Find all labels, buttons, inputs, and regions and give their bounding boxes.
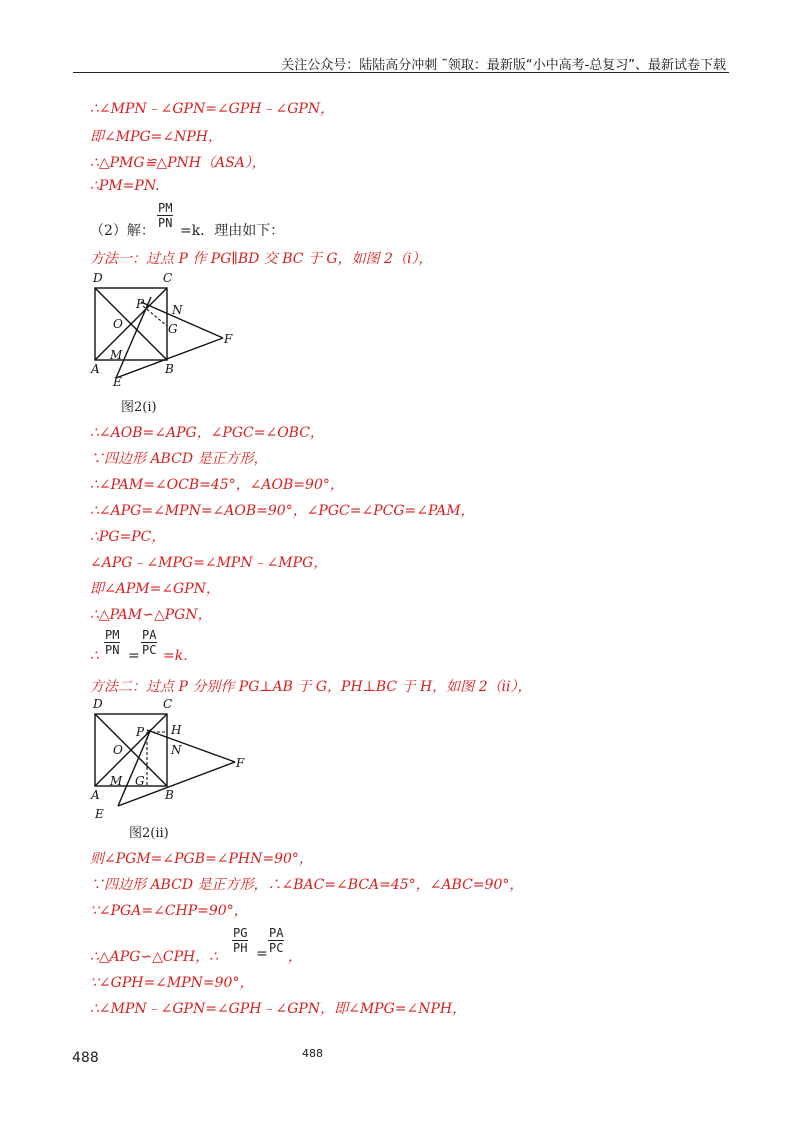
label-b: B (165, 362, 174, 376)
fraction-denominator: PC (142, 643, 157, 657)
text-line: ∴△APG∽△CPH，∴ (90, 949, 219, 965)
fraction-denominator: PN (105, 643, 120, 657)
figure-2ii (85, 696, 255, 822)
fraction-denominator: PC (269, 941, 284, 955)
label-f: F (224, 332, 233, 346)
text-line: ∵∠GPH=∠MPN=90°， (90, 975, 254, 991)
fraction-pm-pn (104, 628, 120, 657)
text-line: ∴∠PAM=∠OCB=45°，∠AOB=90°， (90, 477, 344, 493)
text-line: ∵四边形 ABCD 是正方形，∴∠BAC=∠BCA=45°，∠ABC=90°， (90, 877, 524, 893)
text-line: ∵四边形 ABCD 是正方形， (90, 451, 268, 467)
label-h: H (171, 723, 182, 737)
fraction-numerator: PG (233, 926, 248, 940)
figure-2i-caption: 图2(i) (121, 400, 157, 415)
label-a: A (91, 362, 100, 376)
label-m: M (110, 348, 123, 362)
label-m: M (110, 774, 123, 788)
fraction-pm-pn (157, 201, 173, 230)
text-line: ∴∠APG=∠MPN=∠AOB=90°，∠PGC=∠PCG=∠PAM， (90, 503, 475, 519)
text-line: 即∠MPG=∠NPH， (90, 129, 223, 145)
page-header: 关注公众号：陆陆高分冲刺 ˜领取：最新版“小中高考-总复习”、最新试卷下载 (281, 58, 726, 73)
label-n: N (172, 303, 183, 317)
text-line: =k. (163, 648, 188, 664)
text-line: 则∠PGM=∠PGB=∠PHN=90°， (90, 851, 313, 867)
text-line: ， (288, 949, 302, 965)
fraction-pa-pc (141, 628, 157, 657)
label-g: G (168, 322, 178, 336)
fraction-pg-ph (232, 926, 248, 955)
fraction-pa-pc (268, 926, 284, 955)
label-e: E (95, 807, 104, 821)
text-line: ∴ (90, 648, 99, 664)
label-d: D (93, 271, 103, 285)
equals-sign: = (256, 946, 268, 962)
text-line: ∵∠PGA=∠CHP=90°， (90, 903, 248, 919)
fraction-denominator: PN (158, 216, 173, 230)
page-number-center: 488 (302, 1047, 323, 1060)
figure-2i (85, 270, 245, 390)
equals-sign: = (128, 648, 140, 664)
page-number-left: 488 (72, 1050, 99, 1066)
header-divider (73, 72, 729, 73)
method-two-line: 方法二：过点 P 分别作 PG⊥AB 于 G，PH⊥BC 于 H，如图 2（ii）， (90, 679, 532, 695)
label-p: P (136, 297, 145, 311)
fraction-denominator: PH (233, 941, 248, 955)
text-line: ∴△PMG≌△PNH（ASA）， (90, 155, 266, 171)
part-2-label: （2）解： (90, 223, 155, 239)
fraction-numerator: PA (269, 926, 284, 940)
text-line: ∠APG﹣∠MPG=∠MPN﹣∠MPG， (90, 555, 328, 571)
label-n: N (171, 743, 182, 757)
label-e: E (113, 375, 122, 389)
label-a: A (91, 788, 100, 802)
label-p: P (136, 725, 145, 739)
text-line: ∴∠MPN﹣∠GPN=∠GPH﹣∠GPN，即∠MPG=∠NPH， (90, 1001, 467, 1017)
label-g: G (135, 774, 145, 788)
text-line: 即∠APM=∠GPN， (90, 581, 220, 597)
label-d: D (93, 697, 103, 711)
fraction-numerator: PM (158, 201, 173, 215)
label-c: C (163, 697, 173, 711)
fraction-numerator: PM (105, 628, 120, 642)
method-one-line: 方法一：过点 P 作 PG∥BD 交 BC 于 G，如图 2（i）， (90, 251, 433, 267)
text-line: ∴∠AOB=∠APG，∠PGC=∠OBC， (90, 425, 324, 441)
text-line: ∴PM=PN. (90, 178, 160, 194)
label-b: B (165, 788, 174, 802)
fraction-numerator: PA (142, 628, 157, 642)
label-c: C (163, 271, 173, 285)
text-line: ∴△PAM∽△PGN， (90, 607, 212, 623)
label-f: F (236, 756, 245, 770)
text-line: =k．理由如下： (180, 223, 285, 239)
text-line: ∴∠MPN﹣∠GPN=∠GPH﹣∠GPN， (90, 101, 335, 117)
figure-2ii-caption: 图2(ii) (129, 826, 169, 841)
label-o: O (113, 743, 123, 757)
label-o: O (113, 317, 123, 331)
text-line: ∴PG=PC， (90, 529, 166, 545)
